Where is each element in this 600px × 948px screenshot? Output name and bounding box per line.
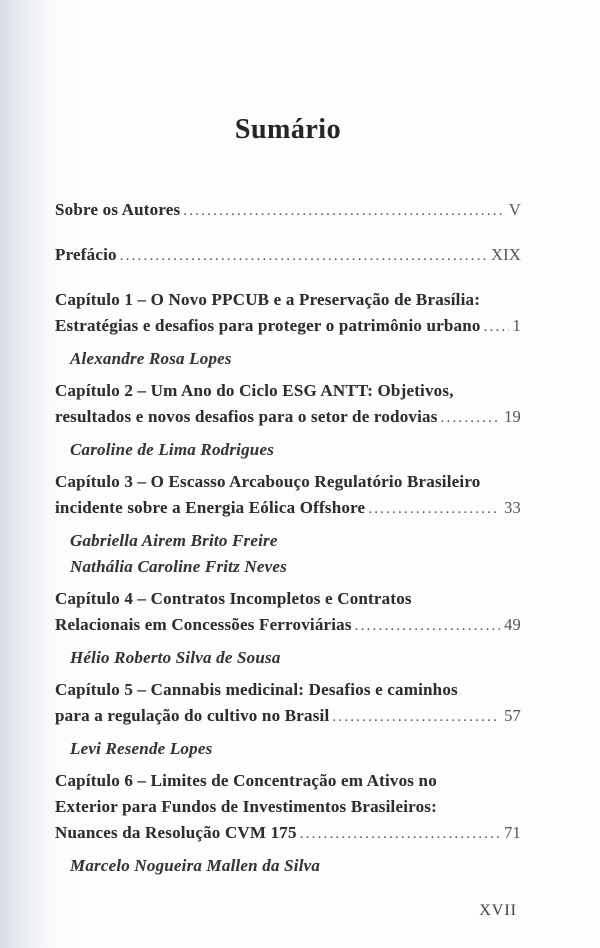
author-name: Gabriella Airem Brito Freire (70, 531, 278, 550)
author-name: Levi Resende Lopes (70, 739, 213, 758)
toc-leader-line (55, 242, 521, 269)
chapter-title-line: incidente sobre a Energia Eólica Offshore (55, 498, 366, 517)
chapter-title-line: Nuances da Resolução CVM 175 (55, 823, 297, 842)
author-name: Alexandre Rosa Lopes (70, 349, 232, 368)
dot-leader (368, 496, 500, 522)
page-ref: 33 (504, 498, 521, 517)
toc-entry-chapter-4 (55, 586, 521, 639)
toc-leader-line (55, 495, 521, 522)
chapter-title-line: Relacionais em Concessões Ferroviárias (55, 615, 352, 634)
toc-leader-line (55, 820, 521, 847)
toc-entry-label: Sobre os Autores (55, 200, 181, 219)
page-ref: 1 (512, 316, 521, 335)
folio-page-number: XVII (479, 902, 517, 919)
toc-leader-line (55, 612, 521, 639)
chapter-title-line: Capítulo 6 – Limites de Concentração em Ativos no (55, 771, 437, 790)
dot-leader (120, 243, 487, 269)
chapter-title-line: Capítulo 2 – Um Ano do Ciclo ESG ANTT: Objetivos, (55, 381, 454, 400)
toc-leader-line (55, 313, 521, 340)
toc-entry-label: Prefácio (55, 245, 117, 264)
chapter-title-line: Capítulo 4 – Contratos Incompletos e Contratos (55, 589, 412, 608)
chapter-title-line: Capítulo 5 – Cannabis medicinal: Desafios e caminhos (55, 680, 458, 699)
author-name: Marcelo Nogueira Mallen da Silva (70, 856, 321, 875)
dot-leader (183, 198, 505, 224)
author-name: Nathália Caroline Fritz Neves (70, 557, 287, 576)
chapter-title-line: Estratégias e desafios para proteger o patrimônio urbano (55, 316, 481, 335)
chapter-title-line: Capítulo 3 – O Escasso Arcabouço Regulatório Brasileiro (55, 472, 481, 491)
page-ref: 71 (504, 823, 521, 842)
toc-leader-line (55, 404, 521, 431)
toc-entry-chapter-2 (55, 378, 521, 431)
toc-entry-chapter-6 (55, 768, 521, 847)
toc-entry-chapter-5 (55, 677, 521, 730)
page-ref: 57 (504, 706, 521, 725)
chapter-title-line: resultados e novos desafios para o setor de rodovias (55, 407, 438, 426)
chapter-title-line: para a regulação do cultivo no Brasil (55, 706, 330, 725)
toc-leader-line (55, 703, 521, 730)
toc-page (55, 112, 521, 885)
chapter-title-line: Capítulo 1 – O Novo PPCUB e a Preservação de Brasília: (55, 290, 481, 309)
toc-entry-chapter-1 (55, 287, 521, 340)
dot-leader (484, 314, 509, 340)
dot-leader (332, 704, 500, 730)
page-ref: 49 (504, 615, 521, 634)
dot-leader (355, 613, 500, 639)
dot-leader (441, 405, 501, 431)
toc-entry-chapter-3 (55, 469, 521, 522)
toc-entry-front-preface (55, 242, 521, 269)
page-ref: V (508, 200, 521, 219)
author-name: Caroline de Lima Rodrigues (70, 440, 275, 459)
chapter-title-line: Exterior para Fundos de Investimentos Brasileiros: (55, 797, 437, 816)
page-title: Sumário (234, 114, 342, 145)
author-group (55, 528, 521, 580)
toc-entry-front-authors (55, 197, 521, 224)
dot-leader (300, 821, 500, 847)
author-name: Hélio Roberto Silva de Sousa (70, 648, 281, 667)
page-ref: 19 (504, 407, 521, 426)
toc-leader-line (55, 197, 521, 224)
page-ref: XIX (491, 245, 521, 264)
